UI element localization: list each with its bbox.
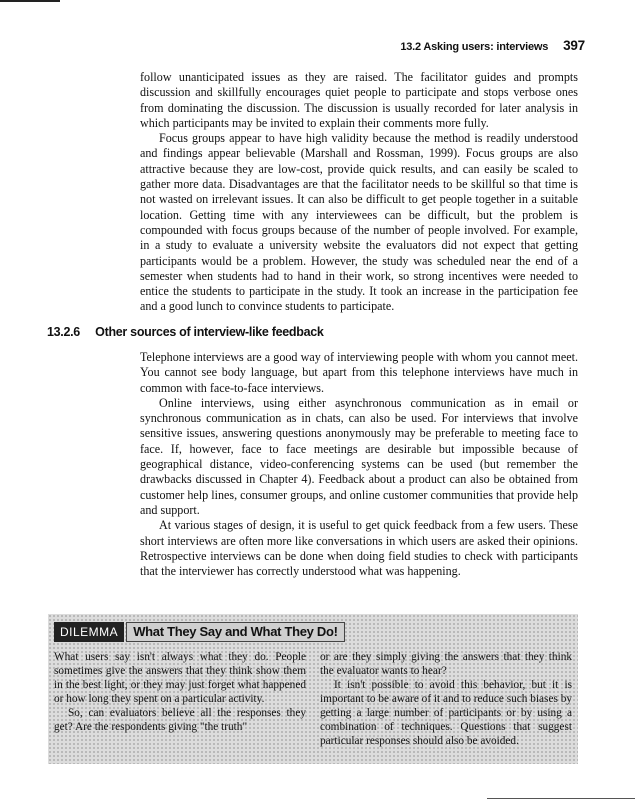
paragraph: At various stages of design, it is useful to get quick feedback from a few users. These short interviews are often more like conversations in which users are asked their opinions. Retrospective interviews can be done when doing field studies to check with participants that the interviewer has correctly understood what was happening. bbox=[140, 518, 578, 579]
page-number: 397 bbox=[563, 38, 585, 53]
dilemma-right-column bbox=[320, 650, 572, 748]
body-text-bottom bbox=[140, 350, 578, 579]
header-title: Asking users: interviews bbox=[423, 41, 549, 53]
dilemma-paragraph: What users say isn't always what they do. People sometimes give the answers that they think show them in the best light, or they may just forget what happened or how long they spent on a particular activity. bbox=[54, 651, 306, 705]
paragraph: Online interviews, using either asynchronous communication as in email or synchronous communication as in chats, can also be used. For interviews that involve sensitive issues, answering questions anonymously may be preferable to meeting face to face. If, however, face to face meetings are desirable but impossible because of geographical distance, video-conferencing systems can be used (but remember the drawbacks discussed in Chapter 4). Feedback about a product can also be obtained from customer help lines, consumer groups, and online customer communities that provide help and support. bbox=[140, 395, 578, 517]
section-title: Other sources of interview-like feedback bbox=[95, 325, 324, 339]
dilemma-paragraph: or are they simply giving the answers that they think the evaluator wants to hear? bbox=[320, 651, 572, 677]
dilemma-box bbox=[48, 614, 578, 764]
running-header bbox=[400, 38, 585, 53]
top-rule bbox=[0, 0, 60, 2]
dilemma-header bbox=[54, 621, 345, 643]
paragraph: follow unanticipated issues as they are raised. The facilitator guides and prompts discussion and skillfully encourages quiet people to participate and stops verbose ones from dominating the discussion. The discussion is usually recorded for later analysis in which participants may be invited to explain their comments more fully. bbox=[140, 70, 578, 130]
section-number: 13.2.6 bbox=[47, 325, 80, 339]
dilemma-paragraph: It isn't possible to avoid this behavior, but it is important to be aware of it and to reduce such biases by getting a large number of participants or by using a combination of techniques. Questions that suggest particular responses should also be avoided. bbox=[320, 679, 572, 747]
header-section-number: 13.2 bbox=[400, 41, 421, 53]
dilemma-title: What They Say and What They Do! bbox=[126, 622, 345, 642]
paragraph: Telephone interviews are a good way of interviewing people with whom you cannot meet. You cannot see body language, but apart from this telephone interviews have much in common with face-to-face interviews. bbox=[140, 350, 578, 395]
body-text-top bbox=[140, 70, 578, 315]
bottom-rule bbox=[487, 798, 635, 799]
section-heading bbox=[47, 325, 324, 339]
dilemma-left-column bbox=[54, 650, 306, 734]
dilemma-tag: DILEMMA bbox=[54, 622, 124, 642]
dilemma-paragraph: So, can evaluators believe all the responses they get? Are the respondents giving "the truth" bbox=[54, 707, 306, 733]
paragraph: Focus groups appear to have high validity because the method is readily understood and findings appear believable (Marshall and Rossman, 1999). Focus groups are also attractive because they are low-cost, provide quick results, and can easily be scaled to gather more data. Disadvantages are that the facilitator needs to be skillful so that time is not wasted on irrelevant issues. It can also be difficult to get people together in a suitable location. Getting time with any interviewees can be difficult, but the problem is compounded with focus groups because of the number of people involved. For example, in a study to evaluate a university website the evaluators did not expect that getting participants would be a problem. However, the study was scheduled near the end of a semester when students had to hand in their work, so strong incentives were needed to entice the students to participate in the study. It took an increase in the participation fee and a good lunch to convince students to participate. bbox=[140, 131, 578, 314]
